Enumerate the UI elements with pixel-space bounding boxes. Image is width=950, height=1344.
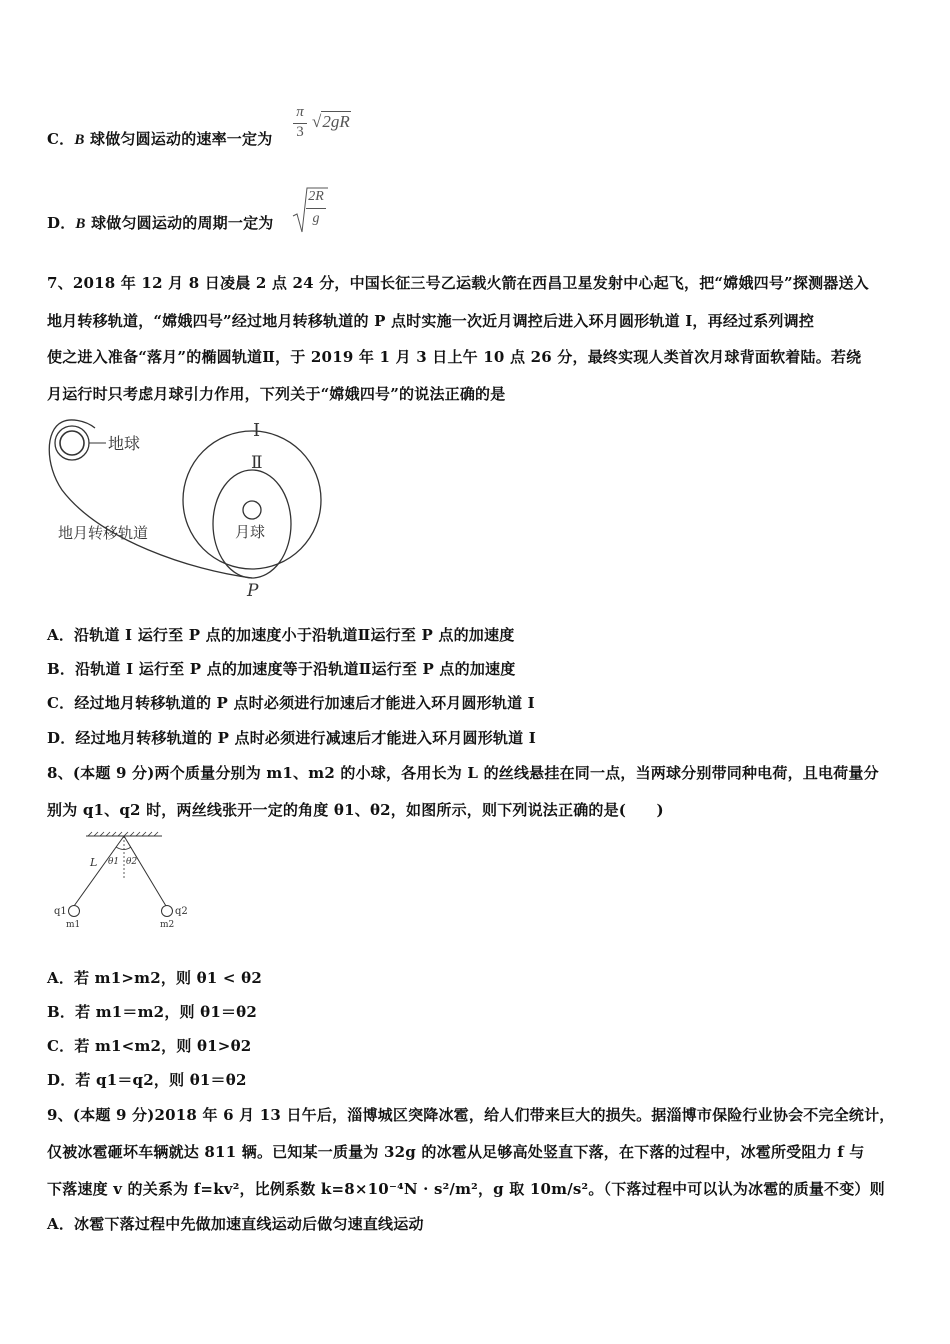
q7-option-c: C．经过地月转移轨道的 P 点时必须进行加速后才能进入环月圆形轨道 I — [47, 694, 535, 712]
formula-pi-over-3 — [293, 104, 307, 141]
q7-orbit-figure — [40, 410, 340, 605]
q9-line-1: 9、(本题 9 分)2018 年 6 月 13 日午后，淄博城区突降冰雹，给人们带来巨大的损失。据淄博市保险行业协会不完全统计， — [47, 1106, 895, 1124]
theta1-label: θ1 — [108, 857, 120, 867]
ball-symbol: B — [74, 132, 85, 148]
option-text: 球做匀圆运动的周期一定为 — [91, 214, 274, 232]
thread-1 — [74, 836, 124, 906]
q7-option-b: B．沿轨道 I 运行至 P 点的加速度等于沿轨道Ⅱ运行至 P 点的加速度 — [47, 660, 516, 678]
point-P-label: P — [247, 581, 259, 601]
q7-line-3: 使之进入准备“落月”的椭圆轨道Ⅱ，于 2019 年 1 月 3 日上午 10 点 26 分，最终实现人类首次月球背面软着陆。若绕 — [47, 348, 862, 366]
q7-line-1: 7、2018 年 12 月 8 日凌晨 2 点 24 分，中国长征三号乙运载火箭在西昌卫星发射中心起飞，把“嫦娥四号”探测器送入 — [47, 274, 869, 292]
fraction-denominator: 3 — [296, 124, 304, 140]
q2-label: q2 — [175, 906, 188, 917]
q7-option-d: D．经过地月转移轨道的 P 点时必须进行减速后才能进入环月圆形轨道 I — [47, 729, 536, 747]
fraction-numerator: π — [296, 104, 304, 120]
fraction-denominator: g — [312, 211, 320, 226]
q7-option-a: A．沿轨道 I 运行至 P 点的加速度小于沿轨道Ⅱ运行至 P 点的加速度 — [47, 626, 515, 644]
ball-2 — [162, 906, 173, 917]
thread-2 — [124, 836, 166, 906]
orbit-II-label: Ⅱ — [251, 453, 263, 473]
q6-option-d — [47, 212, 273, 233]
ball-symbol: B — [75, 216, 86, 232]
theta2-label: θ2 — [126, 857, 138, 867]
radical-icon: √ — [312, 112, 322, 131]
transfer-orbit-label: 地月转移轨道 — [58, 524, 149, 542]
ball-1 — [69, 906, 80, 917]
formula-sqrt-2gR — [312, 112, 351, 132]
transfer-orbit — [49, 420, 252, 578]
q9-line-2: 仅被冰雹砸坏车辆就达 811 辆。已知某一质量为 32g 的冰雹从足够高处竖直下落，在下落的过程中，冰雹所受阻力 f 与 — [47, 1143, 865, 1161]
length-label: L — [90, 856, 98, 869]
option-label: C． — [47, 130, 75, 148]
fraction-bar — [306, 208, 326, 209]
orbit-I — [183, 431, 321, 569]
ceiling-hatch — [88, 832, 158, 836]
earth-icon — [60, 431, 84, 455]
q8-option-b: B．若 m1＝m2，则 θ1＝θ2 — [47, 1003, 258, 1021]
angle-arc — [116, 847, 131, 850]
q8-option-d: D．若 q1＝q2，则 θ1＝θ2 — [47, 1071, 247, 1089]
orbit-I-label: I — [253, 420, 261, 441]
radicand: 2gR — [322, 112, 350, 131]
option-label: D． — [47, 214, 76, 232]
earth-label: 地球 — [108, 434, 141, 453]
q7-line-2: 地月转移轨道，“嫦娥四号”经过地月转移轨道的 P 点时实施一次近月调控后进入环月圆形轨道 I，再经过系列调控 — [47, 312, 815, 330]
q9-option-a: A．冰雹下落过程中先做加速直线运动后做匀速直线运动 — [47, 1215, 424, 1233]
m2-label: m2 — [160, 920, 175, 930]
q8-line-1: 8、(本题 9 分)两个质量分别为 m1、m2 的小球，各用长为 L 的丝线悬挂在同一点，当两球分别带同种电荷，且电荷量分 — [47, 764, 879, 782]
option-text: 球做匀圆运动的速率一定为 — [90, 130, 273, 148]
q1-label: q1 — [54, 906, 67, 917]
q8-pendulum-figure — [48, 828, 188, 933]
q8-option-c: C．若 m1<m2，则 θ1>θ2 — [47, 1037, 252, 1055]
q8-line-2: 别为 q1、q2 时，两丝线张开一定的角度 θ1、θ2，如图所示，则下列说法正确的是( ) — [47, 801, 664, 819]
moon-label: 月球 — [235, 523, 266, 541]
m1-label: m1 — [66, 920, 81, 930]
moon-icon — [243, 501, 261, 519]
q7-line-4: 月运行时只考虑月球引力作用，下列关于“嫦娥四号”的说法正确的是 — [47, 385, 506, 403]
q6-option-c — [47, 128, 272, 149]
q8-option-a: A．若 m1>m2，则 θ1 < θ2 — [47, 969, 262, 987]
q9-line-3: 下落速度 v 的关系为 f=kv²，比例系数 k=8×10⁻⁴N · s²/m²，g 取 10m/s²。（下落过程中可以认为冰雹的质量不变）则 — [47, 1180, 885, 1198]
fraction-numerator: 2R — [308, 189, 324, 204]
